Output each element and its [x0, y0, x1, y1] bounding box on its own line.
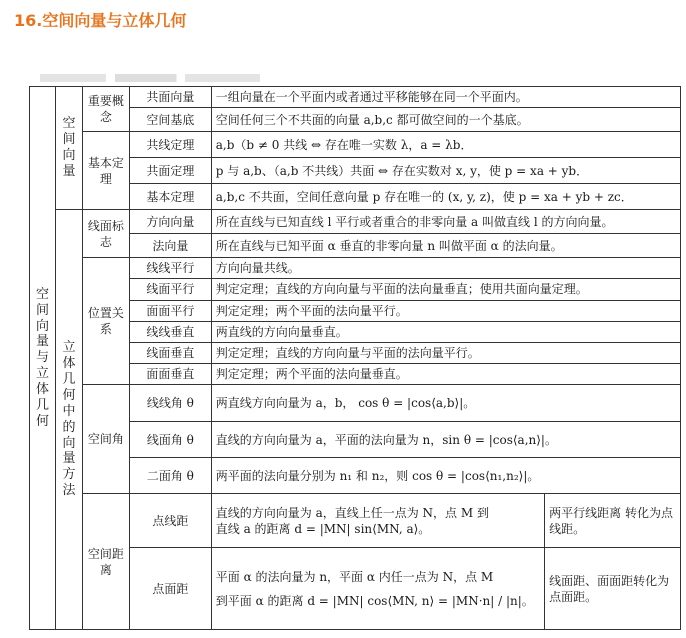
row-name: 线面垂直: [129, 342, 211, 363]
row-content: 空间任何三个不共面的向量 a,b,c 都可做空间的一个基底。: [211, 108, 680, 132]
table-row: [30, 494, 681, 548]
knowledge-table: [29, 86, 681, 630]
faded-heading-strip: [40, 74, 260, 82]
group-spatial-angles: 空间角: [82, 385, 129, 494]
group-position-relations: 位置关系: [82, 258, 129, 385]
group-line-plane-markers: 线面标志: [82, 210, 129, 258]
row-name: 共面向量: [129, 87, 211, 108]
row-name: 线面平行: [129, 279, 211, 300]
row-content: 两直线方向向量为 a，b， cos θ = |cos⟨a,b⟩|。: [211, 385, 680, 422]
row-content: 判定定理；直线的方向向量与平面的法向量垂直；使用共面向量定理。: [211, 279, 680, 300]
content-line: 平面 α 的法向量为 n，平面 α 内任一点为 N，点 M: [215, 569, 494, 584]
row-content: 判定定理；两个平面的法向量平行。: [211, 300, 680, 321]
row-name: 共面定理: [129, 158, 211, 184]
row-name: 基本定理: [129, 184, 211, 210]
group-important-concepts: 重要概念: [82, 87, 129, 132]
row-content: 所在直线与已知直线 l 平行或者重合的非零向量 a 叫做直线 l 的方向向量。: [211, 210, 680, 234]
row-content: p 与 a,b、（a,b 不共线）共面 ⇔ 存在实数对 x, y，使 p = xa + yb．: [211, 158, 680, 184]
table-row: [30, 87, 681, 108]
row-content: 判定定理；两个平面的法向量垂直。: [211, 364, 680, 385]
row-content: 方向向量共线。: [211, 258, 680, 279]
group-spatial-distances: 空间距离: [82, 494, 129, 630]
row-note: 两平行线距离 转化为点线距。: [545, 494, 681, 548]
group-basic-theorems: 基本定理: [82, 132, 129, 210]
row-content: [211, 494, 544, 548]
row-name: 点线距: [129, 494, 211, 548]
row-name: 方向向量: [129, 210, 211, 234]
row-content: 一组向量在一个平面内或者通过平移能够在同一个平面内。: [211, 87, 680, 108]
content-line: 到平面 α 的距离 d = |MN| cos⟨MN, n⟩ = |MN·n| / |n|。: [215, 593, 534, 608]
row-content: 所在直线与已知平面 α 垂直的非零向量 n 叫做平面 α 的法向量。: [211, 234, 680, 258]
row-name: 面面平行: [129, 300, 211, 321]
row-content: 判定定理；直线的方向向量与平面的法向量平行。: [211, 342, 680, 363]
row-content: 两平面的法向量分别为 n₁ 和 n₂，则 cos θ = |cos⟨n₁,n₂⟩|。: [211, 458, 680, 494]
row-name: 面面垂直: [129, 364, 211, 385]
section-cell-methods: 立体几何中的向量方法: [55, 210, 82, 630]
row-name: 共线定理: [129, 132, 211, 158]
section-cell-vector: 空间向量: [55, 87, 82, 210]
row-content: 直线的方向向量为 a，平面的法向量为 n，sin θ = |cos⟨a,n⟩|。: [211, 422, 680, 458]
page-title: 16.空间向量与立体几何: [14, 11, 187, 30]
table-row: [30, 210, 681, 234]
row-name: 点面距: [129, 548, 211, 630]
table-row: [30, 385, 681, 422]
content-line: 直线的方向向量为 a，直线上任一点为 N，点 M 到: [215, 505, 489, 520]
row-content: a,b（b ≠ 0 共线 ⇔ 存在唯一实数 λ，a = λb．: [211, 132, 680, 158]
row-content: a,b,c 不共面，空间任意向量 p 存在唯一的 (x, y, z)，使 p = xa + yb + zc．: [211, 184, 680, 210]
row-content: 两直线的方向向量垂直。: [211, 321, 680, 342]
table-row: [30, 132, 681, 158]
row-name: 二面角 θ: [129, 458, 211, 494]
row-name: 线面角 θ: [129, 422, 211, 458]
row-name: 线线垂直: [129, 321, 211, 342]
content-line: 直线 a 的距离 d = |MN| sin⟨MN, a⟩。: [215, 521, 431, 536]
row-content: [211, 548, 544, 630]
row-name: 线线角 θ: [129, 385, 211, 422]
row-note: 线面距、面面距转化为点面距。: [545, 548, 681, 630]
table-row: [30, 258, 681, 279]
main-topic-cell: 空间向量与立体几何: [30, 87, 56, 630]
row-name: 空间基底: [129, 108, 211, 132]
row-name: 法向量: [129, 234, 211, 258]
row-name: 线线平行: [129, 258, 211, 279]
